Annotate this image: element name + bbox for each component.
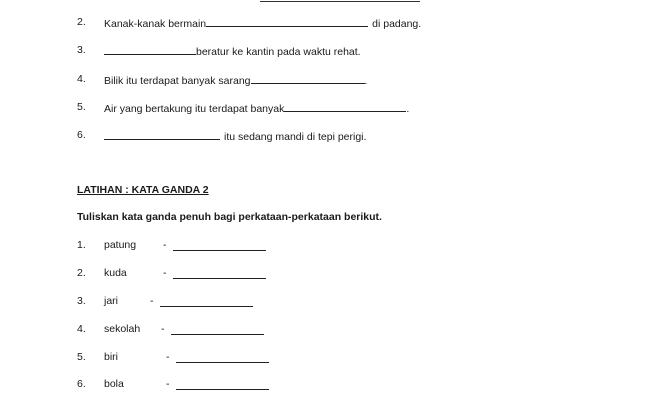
item-number: 6. bbox=[77, 129, 86, 141]
sentence-content bbox=[104, 128, 366, 144]
answer-blank bbox=[260, 1, 420, 2]
item-dash: - bbox=[161, 323, 165, 335]
item-word: jari bbox=[104, 295, 119, 307]
item-word: patung bbox=[104, 239, 137, 251]
sentence-text-after: itu sedang mandi di tepi perigi. bbox=[224, 131, 367, 143]
answer-blank bbox=[171, 334, 264, 335]
item-number: 3. bbox=[77, 295, 86, 307]
sentence-content bbox=[104, 100, 409, 116]
item-dash: - bbox=[166, 351, 170, 363]
sentence-text-before: Kanak-kanak bermain bbox=[104, 18, 207, 30]
item-number: 5. bbox=[77, 101, 86, 113]
sentence-content bbox=[104, 15, 421, 31]
answer-blank bbox=[173, 250, 266, 251]
section-heading: LATIHAN : KATA GANDA 2 bbox=[77, 184, 209, 196]
cropped-previous-line bbox=[100, 0, 420, 3]
item-dash: - bbox=[163, 239, 167, 251]
item-number: 4. bbox=[77, 323, 86, 335]
answer-blank bbox=[104, 128, 220, 140]
item-dash: - bbox=[150, 295, 154, 307]
sentence-content bbox=[104, 43, 361, 59]
answer-blank bbox=[176, 362, 269, 363]
item-number: 5. bbox=[77, 351, 86, 363]
item-number: 6. bbox=[77, 378, 86, 390]
item-word: kuda bbox=[104, 267, 127, 279]
sentence-text-after: . bbox=[364, 75, 368, 87]
sentence-text-after: . bbox=[406, 103, 410, 115]
answer-blank bbox=[160, 306, 253, 307]
answer-blank bbox=[173, 278, 266, 279]
answer-blank bbox=[251, 72, 365, 84]
sentence-text-after: beratur ke kantin pada waktu rehat. bbox=[196, 46, 361, 58]
answer-blank bbox=[206, 15, 368, 27]
item-word: bola bbox=[104, 378, 124, 390]
item-number: 3. bbox=[77, 44, 86, 56]
item-dash: - bbox=[163, 267, 167, 279]
sentence-content bbox=[104, 72, 367, 88]
item-number: 1. bbox=[77, 239, 86, 251]
answer-blank bbox=[104, 43, 196, 55]
item-number: 4. bbox=[77, 73, 86, 85]
sentence-text-after: di padang. bbox=[372, 18, 422, 30]
item-number: 2. bbox=[77, 16, 86, 28]
sentence-text-before: Bilik itu terdapat banyak sarang bbox=[104, 75, 251, 87]
item-word: sekolah bbox=[104, 323, 141, 335]
sentence-text-before: Air yang bertakung itu terdapat banyak bbox=[104, 103, 285, 115]
answer-blank bbox=[284, 100, 406, 112]
answer-blank bbox=[176, 389, 269, 390]
item-number: 2. bbox=[77, 267, 86, 279]
section-instruction: Tuliskan kata ganda penuh bagi perkataan-perkataan berikut. bbox=[77, 211, 382, 223]
item-dash: - bbox=[166, 378, 170, 390]
item-word: biri bbox=[104, 351, 119, 363]
